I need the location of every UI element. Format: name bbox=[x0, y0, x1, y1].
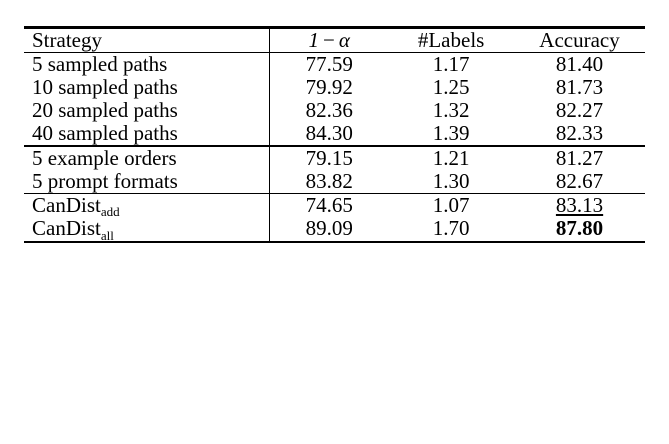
table-row bbox=[24, 217, 645, 240]
cell-accuracy: 81.73 bbox=[555, 75, 604, 100]
cell-alpha: 79.15 bbox=[270, 147, 388, 170]
table-row bbox=[24, 53, 645, 76]
cell-labels: 1.30 bbox=[432, 168, 470, 193]
cell-strategy-text: CanDist bbox=[32, 216, 101, 241]
cell-strategy: 40 sampled paths bbox=[32, 121, 178, 146]
cell-strategy: 20 sampled paths bbox=[32, 98, 178, 123]
cell-accuracy: 81.27 bbox=[555, 145, 604, 170]
cell-labels: 1.32 bbox=[432, 98, 470, 123]
table-row bbox=[24, 147, 645, 170]
cell-strategy: 5 example orders bbox=[32, 145, 177, 170]
header-strategy: Strategy bbox=[32, 27, 102, 52]
cell-strategy-text: CanDist bbox=[32, 193, 101, 218]
table-row bbox=[24, 194, 645, 217]
cell-accuracy: 82.27 bbox=[555, 98, 604, 123]
cell-strategy: 5 sampled paths bbox=[32, 51, 168, 76]
cell-accuracy-value: 83.13 bbox=[555, 193, 604, 218]
cell-alpha: 74.65 bbox=[270, 194, 388, 217]
cell-strategy: 10 sampled paths bbox=[32, 75, 178, 100]
table-row bbox=[24, 170, 645, 193]
header-alpha-minus: − bbox=[323, 27, 335, 52]
table-bottom-rule bbox=[24, 241, 645, 244]
cell-alpha: 89.09 bbox=[270, 217, 388, 240]
cell-strategy-subscript: add bbox=[100, 204, 120, 220]
table-header-row bbox=[24, 29, 645, 52]
cell-labels: 1.39 bbox=[432, 121, 470, 146]
cell-alpha: 77.59 bbox=[270, 53, 388, 76]
table-row bbox=[24, 76, 645, 99]
cell-strategy bbox=[24, 193, 270, 220]
header-alpha-one: 1 bbox=[308, 27, 320, 52]
cell-alpha: 84.30 bbox=[270, 122, 388, 145]
cell-labels: 1.25 bbox=[432, 75, 470, 100]
header-alpha-symbol: α bbox=[338, 27, 350, 52]
cell-alpha: 83.82 bbox=[270, 170, 388, 193]
header-alpha bbox=[270, 29, 388, 52]
cell-strategy bbox=[24, 216, 270, 243]
results-table-container bbox=[24, 26, 645, 243]
cell-labels: 1.07 bbox=[432, 193, 470, 218]
cell-accuracy bbox=[514, 217, 645, 240]
cell-accuracy bbox=[514, 194, 645, 217]
cell-alpha: 82.36 bbox=[270, 99, 388, 122]
cell-strategy-subscript: all bbox=[100, 227, 114, 243]
table-row bbox=[24, 99, 645, 122]
results-table bbox=[24, 26, 645, 243]
cell-accuracy: 82.33 bbox=[555, 121, 604, 146]
cell-accuracy: 82.67 bbox=[555, 168, 604, 193]
header-accuracy: Accuracy bbox=[539, 27, 620, 52]
cell-labels: 1.70 bbox=[432, 216, 470, 241]
cell-accuracy: 81.40 bbox=[555, 51, 604, 76]
header-labels: #Labels bbox=[417, 27, 485, 52]
cell-labels: 1.17 bbox=[432, 51, 470, 76]
cell-labels: 1.21 bbox=[432, 145, 470, 170]
cell-strategy: 5 prompt formats bbox=[32, 168, 178, 193]
table-row bbox=[24, 122, 645, 145]
cell-accuracy-value: 87.80 bbox=[555, 216, 604, 241]
cell-alpha: 79.92 bbox=[270, 76, 388, 99]
